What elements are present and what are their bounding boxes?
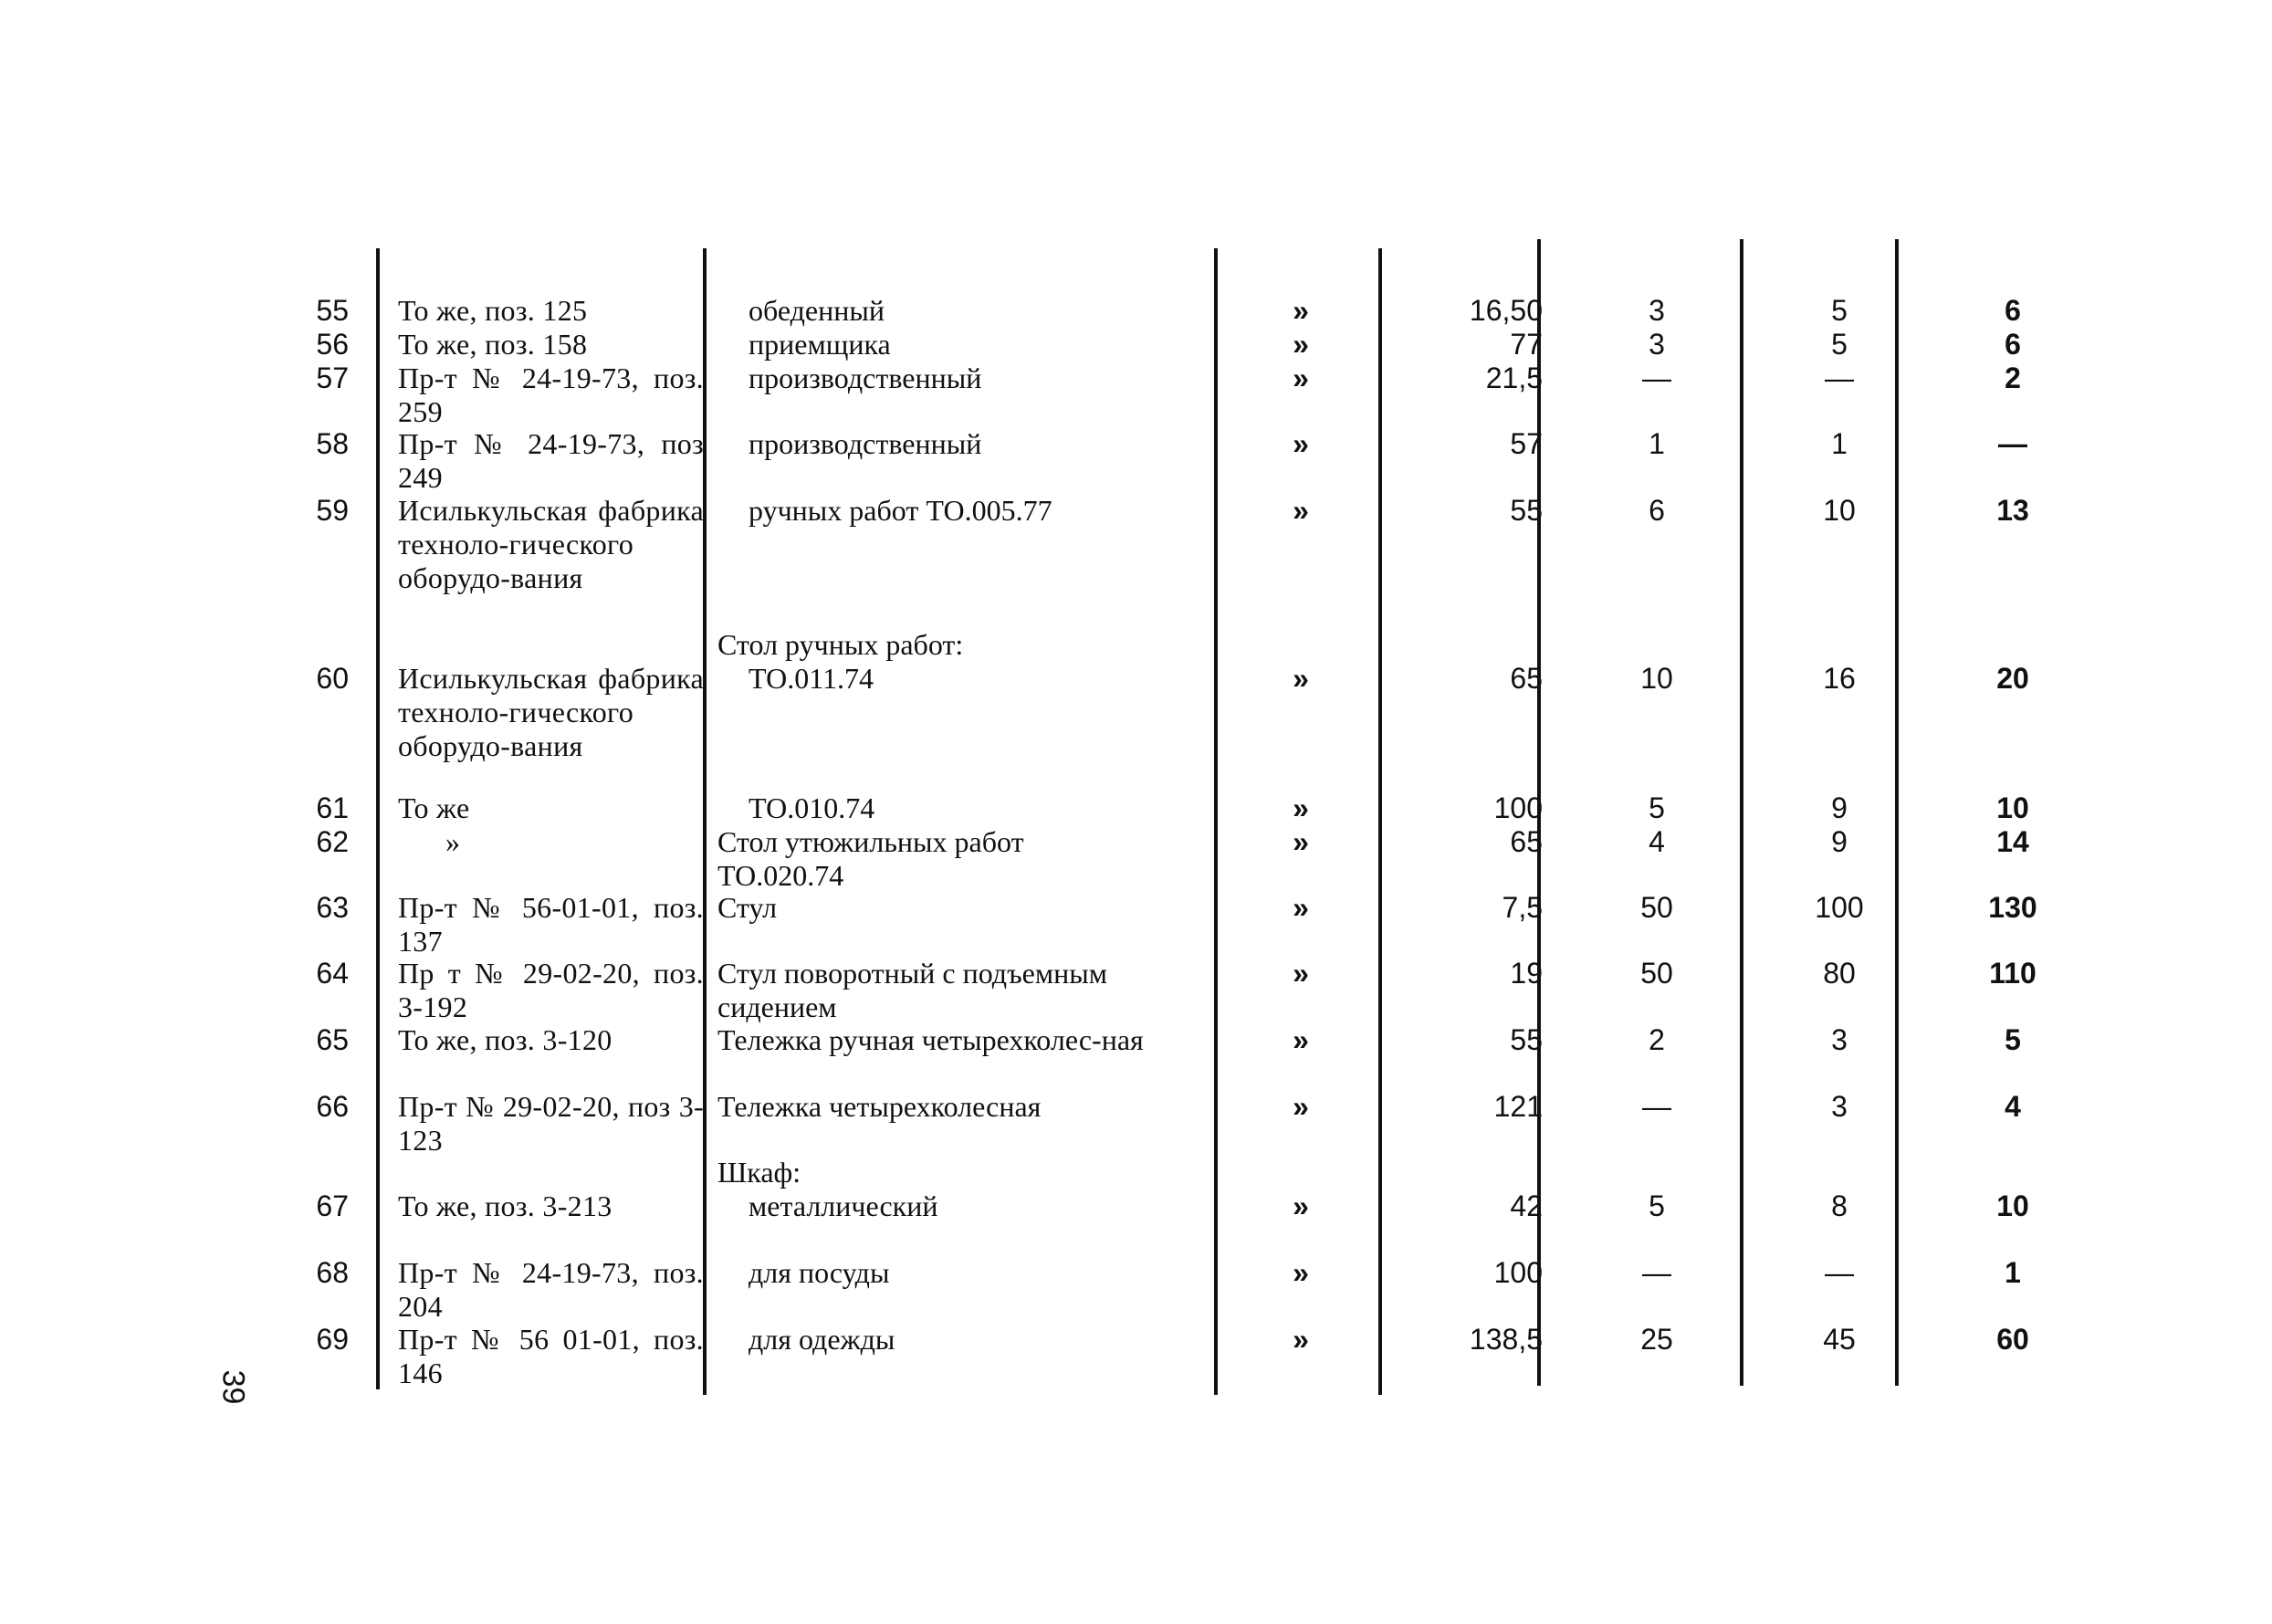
item-name (717, 361, 1210, 395)
item-name-text: металлический (749, 1189, 938, 1222)
item-name (717, 628, 1210, 696)
count-2: 1 (1831, 427, 1848, 460)
source-reference: Пр-т № 56-01-01, поз. 137 (398, 891, 704, 958)
unit: » (1293, 1189, 1309, 1222)
column-rule (376, 248, 380, 1389)
item-group-header: Шкаф: (717, 1156, 801, 1189)
item-name (717, 891, 1210, 925)
value: 65 (1510, 662, 1543, 695)
count-3: 130 (1988, 891, 2037, 924)
value: 65 (1510, 825, 1543, 858)
row-number: 67 (316, 1189, 349, 1222)
item-name-text: для посуды (749, 1256, 890, 1289)
value: 16,50 (1469, 294, 1543, 327)
row-number: 63 (316, 891, 349, 924)
value: 121 (1493, 1090, 1543, 1123)
column-rule (1378, 248, 1382, 1395)
count-1: 1 (1649, 427, 1665, 460)
row-number: 68 (316, 1256, 349, 1289)
item-name (717, 791, 1210, 825)
item-name (717, 427, 1210, 461)
count-2: 8 (1831, 1189, 1848, 1222)
item-name-text: Тележка ручная четырехколес-ная (717, 1023, 1144, 1056)
count-3: 2 (2005, 361, 2021, 394)
count-1: — (1642, 1090, 1671, 1123)
count-1: 50 (1640, 957, 1673, 990)
item-name-text: производственный (749, 361, 982, 394)
item-name (717, 1090, 1210, 1124)
source-reference: Исилькульская фабрика техноло-гического оборудо-вания (398, 662, 704, 762)
item-name (717, 494, 1210, 528)
source-reference: То же, поз. 3-213 (398, 1189, 612, 1222)
value: 57 (1510, 427, 1543, 460)
row-number: 69 (316, 1323, 349, 1356)
source-reference: То же, поз. 125 (398, 294, 588, 327)
item-name (717, 825, 1137, 893)
value: 7,5 (1502, 891, 1543, 924)
count-3: 1 (2005, 1256, 2021, 1289)
count-1: — (1642, 361, 1671, 394)
source-reference: Пр-т № 56 01-01, поз. 146 (398, 1323, 704, 1389)
unit: » (1293, 1023, 1309, 1056)
count-2: — (1825, 1256, 1854, 1289)
count-2: — (1825, 361, 1854, 394)
source-reference: То же, поз. 158 (398, 328, 588, 361)
unit: » (1293, 662, 1309, 695)
unit: » (1293, 957, 1309, 990)
item-name-text: ТО.011.74 (749, 662, 874, 695)
count-1: 3 (1649, 294, 1665, 327)
item-name-text: Стол утюжильных работ ТО.020.74 (717, 825, 1024, 892)
count-3: 6 (2005, 294, 2021, 327)
count-2: 9 (1831, 791, 1848, 824)
source-reference: То же, поз. 3-120 (398, 1023, 612, 1056)
source-reference: Пр-т № 24-19-73, поз 249 (398, 427, 704, 494)
item-name (717, 1256, 1210, 1290)
item-name (717, 294, 1210, 328)
count-2: 80 (1823, 957, 1856, 990)
unit: » (1293, 1323, 1309, 1356)
item-name-text: Стул (717, 891, 778, 924)
item-name-text: обеденный (749, 294, 885, 327)
item-name-text: производственный (749, 427, 982, 460)
value: 55 (1510, 494, 1543, 527)
value: 21,5 (1485, 361, 1543, 394)
source-reference: Пр-т № 24-19-73, поз. 204 (398, 1256, 704, 1323)
count-3: 10 (1996, 791, 2029, 824)
count-3: 13 (1996, 494, 2029, 527)
column-rule (1214, 248, 1218, 1395)
count-2: 16 (1823, 662, 1856, 695)
count-2: 10 (1823, 494, 1856, 527)
item-name-text: Тележка четырехколесная (717, 1090, 1042, 1123)
unit: » (1293, 328, 1309, 361)
item-name-text: для одежды (749, 1323, 895, 1356)
unit: » (1293, 294, 1309, 327)
count-1: 50 (1640, 891, 1673, 924)
value: 100 (1493, 791, 1543, 824)
count-1: 25 (1640, 1323, 1673, 1356)
count-2: 3 (1831, 1090, 1848, 1123)
item-name (717, 957, 1210, 1024)
count-3: 20 (1996, 662, 2029, 695)
item-name-text: приемщика (749, 328, 891, 361)
value: 138,5 (1469, 1323, 1543, 1356)
row-number: 58 (316, 427, 349, 460)
count-1: 5 (1649, 1189, 1665, 1222)
count-1: — (1642, 1256, 1671, 1289)
value: 77 (1510, 328, 1543, 361)
count-2: 5 (1831, 294, 1848, 327)
count-1: 6 (1649, 494, 1665, 527)
count-2: 5 (1831, 328, 1848, 361)
item-name (717, 328, 1210, 361)
unit: » (1293, 891, 1309, 924)
count-1: 10 (1640, 662, 1673, 695)
count-2: 9 (1831, 825, 1848, 858)
row-number: 60 (316, 662, 349, 695)
row-number: 62 (316, 825, 349, 858)
item-name-text: ТО.010.74 (749, 791, 875, 824)
item-name-text: ручных работ ТО.005.77 (749, 494, 1052, 527)
row-number: 61 (316, 791, 349, 824)
count-1: 4 (1649, 825, 1665, 858)
item-name-text: Стул поворотный с подъемным сидением (717, 957, 1107, 1023)
row-number: 64 (316, 957, 349, 990)
source-reference: Пр-т № 29-02-20, поз 3-123 (398, 1090, 704, 1157)
row-number: 65 (316, 1023, 349, 1056)
item-name (717, 1323, 1210, 1357)
row-number: 59 (316, 494, 349, 527)
unit: » (1293, 427, 1309, 460)
page-number: 39 (215, 1369, 251, 1405)
item-name (717, 1156, 1210, 1223)
unit: » (1293, 825, 1309, 858)
unit: » (1293, 494, 1309, 527)
row-number: 55 (316, 294, 349, 327)
item-name (717, 1023, 1210, 1057)
source-reference: » (445, 825, 461, 858)
count-2: 3 (1831, 1023, 1848, 1056)
count-3: 110 (1989, 957, 2036, 990)
row-number: 66 (316, 1090, 349, 1123)
source-reference: Пр-т № 24-19-73, поз. 259 (398, 361, 704, 428)
value: 55 (1510, 1023, 1543, 1056)
count-1: 2 (1649, 1023, 1665, 1056)
count-3: 5 (2005, 1023, 2021, 1056)
count-2: 45 (1823, 1323, 1856, 1356)
count-2: 100 (1815, 891, 1864, 924)
count-3: 14 (1996, 825, 2029, 858)
value: 42 (1510, 1189, 1543, 1222)
row-number: 56 (316, 328, 349, 361)
count-3: 10 (1996, 1189, 2029, 1222)
count-3: 4 (2005, 1090, 2021, 1123)
source-reference: Исилькульская фабрика техноло-гического оборудо-вания (398, 494, 704, 594)
unit: » (1293, 1090, 1309, 1123)
unit: » (1293, 361, 1309, 394)
row-number: 57 (316, 361, 349, 394)
value: 100 (1493, 1256, 1543, 1289)
unit: » (1293, 1256, 1309, 1289)
count-3: 60 (1996, 1323, 2029, 1356)
source-reference: Пр т № 29-02-20, поз. 3-192 (398, 957, 704, 1023)
count-3: 6 (2005, 328, 2021, 361)
count-3: — (1998, 427, 2027, 460)
count-1: 3 (1649, 328, 1665, 361)
source-reference: То же (398, 791, 470, 824)
item-group-header: Стол ручных работ: (717, 628, 964, 661)
count-1: 5 (1649, 791, 1665, 824)
unit: » (1293, 791, 1309, 824)
value: 19 (1510, 957, 1543, 990)
